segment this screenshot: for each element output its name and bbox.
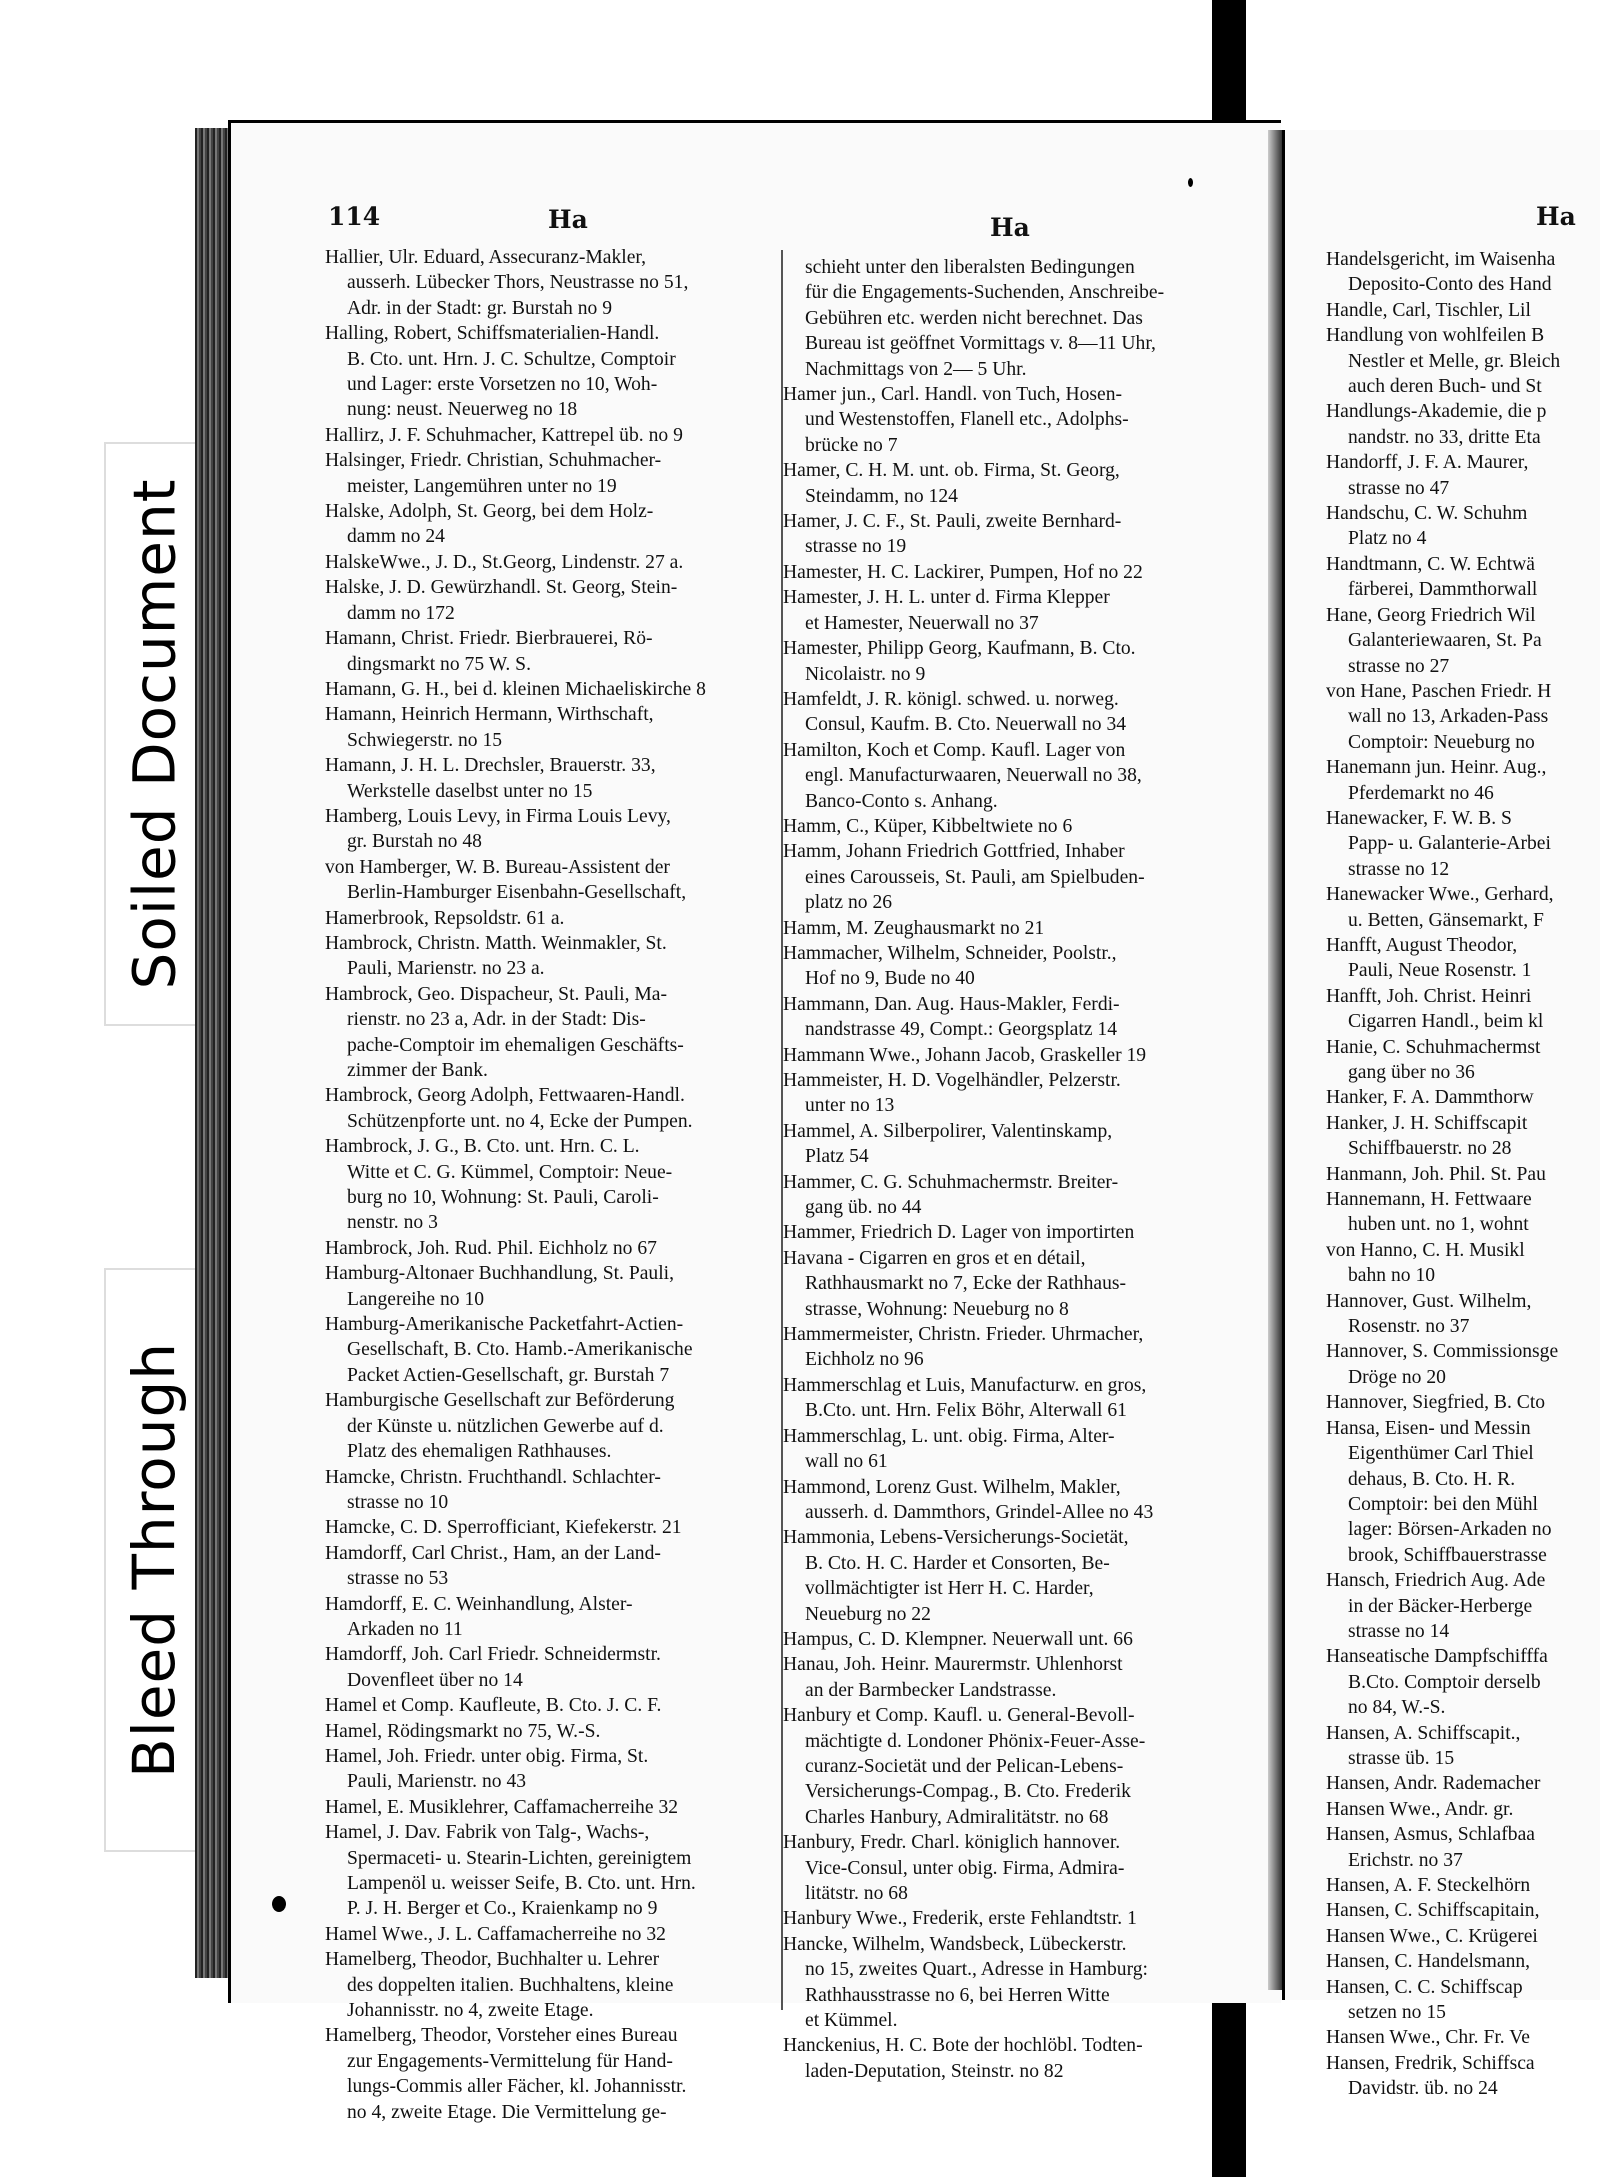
- directory-line: Hamer jun., Carl. Handl. von Tuch, Hosen-: [783, 384, 1123, 406]
- directory-line: zimmer der Bank.: [347, 1060, 488, 1081]
- directory-line: huben unt. no 1, wohnt: [1348, 1214, 1529, 1236]
- binding-strip-top: [1212, 0, 1246, 130]
- directory-line: B.Cto. Comptoir derselb: [1348, 1671, 1541, 1693]
- directory-line: Hamel Wwe., J. L. Caffamacherreihe no 32: [325, 1923, 666, 1945]
- directory-line: Halske, J. D. Gewürzhandl. St. Georg, Stein-: [325, 577, 678, 599]
- directory-line: gang über no 36: [1348, 1062, 1475, 1083]
- directory-line: Hansen Wwe., Andr. gr.: [1326, 1798, 1514, 1820]
- directory-line: Hambrock, Georg Adolph, Fettwaaren-Handl.: [325, 1085, 685, 1107]
- directory-line: Hamberg, Louis Levy, in Firma Louis Levy,: [325, 805, 671, 827]
- directory-line: Hansen, C. Handelsmann,: [1326, 1951, 1531, 1973]
- directory-line: platz no 26: [805, 892, 893, 914]
- directory-line: Hansa, Eisen- und Messin: [1326, 1417, 1531, 1439]
- directory-line: Hanbury Wwe., Frederik, erste Fehlandtstr. 1: [783, 1908, 1137, 1930]
- directory-line: an der Barmbecker Landstrasse.: [805, 1679, 1057, 1701]
- directory-line: Hansen Wwe., C. Krügerei: [1326, 1925, 1538, 1947]
- directory-line: vollmächtigter ist Herr H. C. Harder,: [805, 1578, 1094, 1600]
- directory-line: Eichholz no 96: [805, 1349, 924, 1371]
- directory-line: Spermaceti- u. Stearin-Lichten, gereinigtem: [347, 1847, 692, 1869]
- directory-line: Hamester, Philipp Georg, Kaufmann, B. Cto.: [783, 638, 1136, 660]
- directory-line: zur Engagements-Vermittelung für Hand-: [347, 2050, 673, 2072]
- directory-line: nandstr. no 33, dritte Eta: [1348, 426, 1541, 448]
- directory-line: nung: neust. Neuerweg no 18: [347, 399, 578, 421]
- directory-line: setzen no 15: [1348, 2002, 1446, 2024]
- directory-line: burg no 10, Wohnung: St. Pauli, Caroli-: [347, 1187, 659, 1209]
- directory-line: Hallirz, J. F. Schuhmacher, Kattrepel üb. no 9: [325, 424, 683, 446]
- directory-line: Hambrock, Joh. Rud. Phil. Eichholz no 67: [325, 1237, 657, 1259]
- page-number: 114: [328, 202, 381, 231]
- directory-line: et Hamester, Neuerwall no 37: [805, 612, 1039, 634]
- directory-line: Hamer, C. H. M. unt. ob. Firma, St. Georg,: [783, 460, 1120, 482]
- directory-line: Hammeister, H. D. Vogelhändler, Pelzerstr.: [783, 1070, 1121, 1091]
- directory-line: Platz des ehemaligen Rathhauses.: [347, 1441, 612, 1463]
- directory-line: strasse no 47: [1348, 477, 1450, 499]
- directory-line: Pauli, Neue Rosenstr. 1: [1348, 960, 1532, 982]
- directory-line: Hanemann jun. Heinr. Aug.,: [1326, 757, 1547, 779]
- directory-line: curanz-Societät und der Pelican-Lebens-: [805, 1755, 1124, 1777]
- directory-line: Comptoir: Neueburg no: [1348, 731, 1535, 753]
- directory-line: B. Cto. H. C. Harder et Consorten, Be-: [805, 1552, 1110, 1574]
- directory-line: strasse no 12: [1348, 858, 1450, 880]
- directory-line: Eigenthümer Carl Thiel: [1348, 1443, 1534, 1465]
- directory-line: ausserh. d. Dammthors, Grindel-Allee no 43: [805, 1501, 1154, 1523]
- directory-line: B. Cto. unt. Hrn. J. C. Schultze, Comptoir: [347, 348, 676, 370]
- directory-column-left: [325, 245, 785, 2125]
- bleed-through-label: [104, 1268, 204, 1852]
- directory-line: Hof no 9, Bude no 40: [805, 968, 975, 990]
- directory-line: bahn no 10: [1348, 1265, 1436, 1287]
- directory-line: Hallier, Ulr. Eduard, Assecuranz-Makler,: [325, 247, 647, 268]
- directory-line: dehaus, B. Cto. H. R.: [1348, 1468, 1516, 1490]
- directory-line: Hammerschlag et Luis, Manufacturw. en gros,: [783, 1374, 1147, 1396]
- directory-line: strasse no 27: [1348, 655, 1450, 677]
- directory-line: Hanker, F. A. Dammthorw: [1326, 1087, 1534, 1109]
- directory-line: Hammer, Friedrich D. Lager von importirten: [783, 1222, 1135, 1244]
- soiled-document-label: [104, 442, 204, 1026]
- directory-line: Hansen, Fredrik, Schiffsca: [1326, 2052, 1535, 2074]
- directory-line: gang üb. no 44: [805, 1197, 922, 1219]
- directory-line: Cigarren Handl., beim kl: [1348, 1011, 1544, 1033]
- directory-line: Hansen, C. Schiffscapitain,: [1326, 1900, 1540, 1922]
- directory-line: für die Engagements-Suchenden, Anschreibe-: [805, 282, 1165, 304]
- directory-line: Hamdorff, Carl Christ., Ham, an der Land-: [325, 1542, 661, 1564]
- directory-line: Hamelberg, Theodor, Vorsteher eines Bureau: [325, 2025, 678, 2047]
- directory-line: Versicherungs-Compag., B. Cto. Frederik: [805, 1781, 1131, 1803]
- directory-line: Hamburg-Amerikanische Packetfahrt-Actien-: [325, 1314, 684, 1336]
- soiled-document-text: Soiled Document: [120, 478, 189, 990]
- directory-line: Hambrock, J. G., B. Cto. unt. Hrn. C. L.: [325, 1136, 640, 1158]
- directory-line: rienstr. no 23 a, Adr. in der Stadt: Dis-: [347, 1009, 646, 1031]
- directory-line: pache-Comptoir im ehemaligen Geschäfts-: [347, 1034, 684, 1056]
- running-header-left: Ha: [548, 205, 588, 234]
- directory-line: Platz no 4: [1348, 528, 1427, 550]
- directory-line: P. J. H. Berger et Co., Kraienkamp no 9: [347, 1898, 658, 1920]
- directory-line: Berlin-Hamburger Eisenbahn-Gesellschaft,: [347, 882, 687, 904]
- directory-line: Hamcke, C. D. Sperrofficiant, Kiefekerstr. 21: [325, 1517, 682, 1539]
- directory-line: B.Cto. unt. Hrn. Felix Böhr, Alterwall 61: [805, 1400, 1127, 1422]
- directory-line: unter no 13: [805, 1095, 895, 1117]
- directory-line: Hamfeldt, J. R. königl. schwed. u. norweg.: [783, 688, 1119, 710]
- directory-line: Hamester, J. H. L. unter d. Firma Klepper: [783, 587, 1110, 609]
- running-header-right: Ha: [1536, 202, 1576, 231]
- ink-speck: [1188, 178, 1193, 187]
- directory-line: Johannisstr. no 4, zweite Etage.: [347, 2000, 594, 2022]
- directory-line: Hanewacker Wwe., Gerhard,: [1326, 884, 1554, 906]
- running-header-middle: Ha: [990, 213, 1030, 242]
- directory-line: Witte et C. G. Kümmel, Comptoir: Neue-: [347, 1161, 673, 1183]
- directory-line: Gesellschaft, B. Cto. Hamb.-Amerikanische: [347, 1339, 693, 1361]
- directory-line: Nicolaistr. no 9: [805, 663, 926, 685]
- directory-line: Hansen, A. F. Steckelhörn: [1326, 1875, 1531, 1896]
- directory-line: Halske, Adolph, St. Georg, bei dem Holz-: [325, 501, 654, 523]
- directory-line: no 84, W.-S.: [1348, 1697, 1446, 1719]
- directory-line: Handelsgericht, im Waisenha: [1326, 249, 1556, 270]
- directory-line: des doppelten italien. Buchhaltens, kleine: [347, 1974, 674, 1996]
- directory-line: Schwiegerstr. no 15: [347, 729, 503, 751]
- directory-line: Hansen, A. Schiffscapit.,: [1326, 1722, 1521, 1744]
- directory-line: Galanteriewaaren, St. Pa: [1348, 630, 1542, 652]
- directory-line: Dovenfleet über no 14: [347, 1669, 523, 1691]
- directory-line: Rosenstr. no 37: [1348, 1316, 1470, 1338]
- directory-line: schieht unter den liberalsten Bedingungen: [805, 257, 1135, 278]
- directory-line: Hammel, A. Silberpolirer, Valentinskamp,: [783, 1120, 1113, 1142]
- directory-line: Pauli, Marienstr. no 43: [347, 1771, 527, 1793]
- directory-line: nandstrasse 49, Compt.: Georgsplatz 14: [805, 1019, 1118, 1041]
- directory-line: und Westenstoffen, Flanell etc., Adolphs-: [805, 409, 1129, 431]
- directory-line: brook, Schiffbauerstrasse: [1348, 1544, 1547, 1566]
- directory-line: Rathhausstrasse no 6, bei Herren Witte: [805, 1984, 1110, 2006]
- directory-line: u. Betten, Gänsemarkt, F: [1348, 909, 1544, 931]
- directory-line: Hamann, Christ. Friedr. Bierbrauerei, Rö-: [325, 628, 653, 650]
- directory-line: Hamm, C., Küper, Kibbeltwiete no 6: [783, 815, 1073, 837]
- directory-line: Hamburgische Gesellschaft zur Beförderung: [325, 1390, 675, 1412]
- directory-line: von Hane, Paschen Friedr. H: [1326, 680, 1552, 702]
- directory-line: engl. Manufacturwaaren, Neuerwall no 38,: [805, 765, 1142, 787]
- directory-line: nenstr. no 3: [347, 1212, 438, 1234]
- directory-line: Hammer, C. G. Schuhmachermstr. Breiter-: [783, 1171, 1119, 1193]
- directory-line: Platz 54: [805, 1146, 869, 1168]
- directory-line: Hanckenius, H. C. Bote der hochlöbl. Todten-: [783, 2035, 1143, 2057]
- bleed-through-text: Bleed Through: [120, 1341, 189, 1779]
- directory-line: lager: Börsen-Arkaden no: [1348, 1519, 1552, 1541]
- directory-line: Steindamm, no 124: [805, 485, 958, 507]
- directory-line: auch deren Buch- und St: [1348, 376, 1542, 398]
- ink-spot: [272, 1896, 286, 1912]
- directory-line: mächtigte d. Londoner Phönix-Feuer-Asse-: [805, 1730, 1146, 1752]
- directory-line: Hamelberg, Theodor, Buchhalter u. Lehrer: [325, 1949, 660, 1971]
- directory-line: Hamilton, Koch et Comp. Kaufl. Lager von: [783, 739, 1126, 761]
- directory-line: Schiffbauerstr. no 28: [1348, 1138, 1512, 1160]
- directory-line: Schützenpforte unt. no 4, Ecke der Pumpen.: [347, 1110, 693, 1132]
- directory-column-right: [1326, 247, 1600, 2102]
- directory-line: Handlungs-Akademie, die p: [1326, 401, 1547, 423]
- directory-line: färberei, Dammthorwall: [1348, 579, 1538, 601]
- directory-line: und Lager: erste Vorsetzen no 10, Woh-: [347, 374, 658, 396]
- directory-line: wall no 13, Arkaden-Pass: [1348, 706, 1549, 728]
- directory-line: Hammerschlag, L. unt. obig. Firma, Alter-: [783, 1425, 1115, 1447]
- directory-line: Hansch, Friedrich Aug. Ade: [1326, 1570, 1546, 1592]
- directory-line: Charles Hanbury, Admiralitätstr. no 68: [805, 1806, 1109, 1828]
- directory-line: Halling, Robert, Schiffsmaterialien-Handl.: [325, 323, 660, 345]
- directory-line: Consul, Kaufm. B. Cto. Neuerwall no 34: [805, 714, 1127, 736]
- directory-line: Hamerbrook, Repsoldstr. 61 a.: [325, 907, 565, 929]
- directory-line: strasse no 19: [805, 536, 907, 558]
- directory-line: strasse no 10: [347, 1491, 449, 1513]
- directory-line: Banco-Conto s. Anhang.: [805, 790, 998, 812]
- directory-line: Hammann, Dan. Aug. Haus-Makler, Ferdi-: [783, 993, 1120, 1015]
- directory-line: Hamel, Rödingsmarkt no 75, W.-S.: [325, 1720, 601, 1742]
- directory-line: der Künste u. nützlichen Gewerbe auf d.: [347, 1415, 664, 1437]
- directory-line: Handle, Carl, Tischler, Lil: [1326, 299, 1531, 321]
- directory-line: Adr. in der Stadt: gr. Burstah no 9: [347, 297, 613, 319]
- directory-line: Dröge no 20: [1348, 1366, 1446, 1388]
- directory-line: Hanbury, Fredr. Charl. königlich hannover.: [783, 1832, 1121, 1854]
- directory-line: Hambrock, Christn. Matth. Weinmakler, St.: [325, 932, 667, 954]
- directory-line: Hammermeister, Christn. Frieder. Uhrmacher,: [783, 1324, 1144, 1346]
- directory-line: eines Carousseis, St. Pauli, am Spielbuden-: [805, 866, 1145, 888]
- page-gutter: [1268, 130, 1282, 1990]
- directory-line: strasse, Wohnung: Neueburg no 8: [805, 1298, 1069, 1320]
- directory-line: Hamann, J. H. L. Drechsler, Brauerstr. 33,: [325, 755, 656, 777]
- directory-line: Hamer, J. C. F., St. Pauli, zweite Bernhard-: [783, 511, 1122, 533]
- directory-line: Hamdorff, E. C. Weinhandlung, Alster-: [325, 1593, 633, 1615]
- directory-line: Hanfft, August Theodor,: [1326, 934, 1518, 956]
- directory-line: Hansen Wwe., Chr. Fr. Ve: [1326, 2027, 1530, 2049]
- directory-line: Hamester, H. C. Lackirer, Pumpen, Hof no 22: [783, 561, 1143, 583]
- directory-line: Hambrock, Geo. Dispacheur, St. Pauli, Ma-: [325, 983, 668, 1005]
- directory-line: Havana - Cigarren en gros et en détail,: [783, 1247, 1086, 1269]
- directory-line: Hamm, M. Zeughausmarkt no 21: [783, 917, 1045, 939]
- directory-line: HalskeWwe., J. D., St.Georg, Lindenstr. 27 a.: [325, 551, 684, 573]
- directory-line: strasse no 14: [1348, 1620, 1450, 1642]
- directory-line: Nachmittags von 2— 5 Uhr.: [805, 358, 1027, 380]
- directory-line: Pferdemarkt no 46: [1348, 782, 1494, 804]
- directory-line: Davidstr. üb. no 24: [1348, 2078, 1498, 2100]
- directory-line: Hammann Wwe., Johann Jacob, Graskeller 19: [783, 1044, 1147, 1066]
- directory-line: Hamann, Heinrich Hermann, Wirthschaft,: [325, 704, 654, 726]
- directory-line: Hansen, Asmus, Schlafbaa: [1326, 1824, 1535, 1846]
- directory-line: Handschu, C. W. Schuhm: [1326, 503, 1528, 525]
- directory-line: Hamdorff, Joh. Carl Friedr. Schneidermstr.: [325, 1644, 661, 1666]
- directory-line: strasse üb. 15: [1348, 1747, 1455, 1769]
- directory-line: Hamel, E. Musiklehrer, Caffamacherreihe 32: [325, 1796, 679, 1818]
- directory-line: Hammacher, Wilhelm, Schneider, Poolstr.,: [783, 942, 1117, 964]
- directory-line: et Kümmel.: [805, 2010, 898, 2032]
- directory-line: Hamann, G. H., bei d. kleinen Michaeliskirche 8: [325, 678, 706, 700]
- directory-line: Handlung von wohlfeilen B: [1326, 325, 1545, 347]
- directory-line: Handtmann, C. W. Echtwä: [1326, 553, 1535, 575]
- directory-line: Pauli, Marienstr. no 23 a.: [347, 958, 545, 980]
- directory-line: Hane, Georg Friedrich Wil: [1326, 604, 1536, 626]
- directory-line: Hannover, Siegfried, B. Cto: [1326, 1392, 1546, 1414]
- directory-line: Packet Actien-Gesellschaft, gr. Burstah 7: [347, 1364, 670, 1386]
- directory-line: Hamburg-Altonaer Buchhandlung, St. Pauli,: [325, 1263, 675, 1285]
- directory-line: Hancke, Wilhelm, Wandsbeck, Lübeckerstr.: [783, 1933, 1127, 1955]
- directory-line: Halsinger, Friedr. Christian, Schuhmacher-: [325, 450, 662, 472]
- directory-line: von Hamberger, W. B. Bureau-Assistent der: [325, 856, 670, 878]
- directory-line: Comptoir: bei den Mühl: [1348, 1493, 1538, 1515]
- directory-line: Hampus, C. D. Klempner. Neuerwall unt. 66: [783, 1628, 1133, 1650]
- directory-line: no 4, zweite Etage. Die Vermittelung ge-: [347, 2101, 667, 2123]
- directory-line: Hanmann, Joh. Phil. St. Pau: [1326, 1163, 1546, 1185]
- directory-line: Rathhausmarkt no 7, Ecke der Rathhaus-: [805, 1273, 1127, 1295]
- directory-line: ausserh. Lübecker Thors, Neustrasse no 51,: [347, 272, 689, 294]
- directory-line: Hamel et Comp. Kaufleute, B. Cto. J. C. F.: [325, 1695, 662, 1717]
- directory-line: Hanker, J. H. Schiffscapit: [1326, 1112, 1528, 1134]
- directory-line: Hamel, Joh. Friedr. unter obig. Firma, St.: [325, 1745, 649, 1767]
- directory-line: Lampenöl u. weisser Seife, B. Cto. unt. Hrn.: [347, 1873, 696, 1894]
- directory-line: Werkstelle daselbst unter no 15: [347, 780, 593, 802]
- directory-line: gr. Burstah no 48: [347, 831, 482, 853]
- directory-line: Hanseatische Dampfschifffa: [1326, 1646, 1548, 1668]
- directory-line: Hanewacker, F. W. B. S: [1326, 807, 1512, 829]
- directory-line: Bureau ist geöffnet Vormittags v. 8—11 Uhr,: [805, 333, 1156, 355]
- directory-line: strasse no 53: [347, 1568, 449, 1590]
- directory-line: meister, Langemühren unter no 19: [347, 475, 617, 497]
- directory-line: damm no 24: [347, 526, 445, 548]
- directory-line: in der Bäcker-Herberge: [1348, 1595, 1533, 1617]
- directory-line: Hansen, C. C. Schiffscap: [1326, 1976, 1523, 1998]
- directory-line: Hannover, Gust. Wilhelm,: [1326, 1290, 1532, 1312]
- directory-line: Hannover, S. Commissionsge: [1326, 1341, 1559, 1363]
- directory-line: Nestler et Melle, gr. Bleich: [1348, 350, 1561, 372]
- directory-line: von Hanno, C. H. Musikl: [1326, 1239, 1525, 1261]
- directory-line: litätstr. no 68: [805, 1883, 908, 1904]
- directory-line: Vice-Consul, unter obig. Firma, Admira-: [805, 1857, 1125, 1879]
- directory-line: no 15, zweites Quart., Adresse in Hamburg:: [805, 1959, 1149, 1981]
- directory-line: Gebühren etc. werden nicht berechnet. Das: [805, 307, 1143, 329]
- directory-line: Deposito-Conto des Hand: [1348, 274, 1552, 296]
- directory-line: Handorff, J. F. A. Maurer,: [1326, 452, 1529, 474]
- directory-line: Hammond, Lorenz Gust. Wilhelm, Makler,: [783, 1476, 1121, 1498]
- directory-line: Hanbury et Comp. Kaufl. u. General-Bevoll-: [783, 1705, 1135, 1727]
- directory-line: brücke no 7: [805, 434, 898, 456]
- directory-line: Langereihe no 10: [347, 1288, 485, 1310]
- directory-line: Hansen, Andr. Rademacher: [1326, 1773, 1541, 1795]
- directory-line: lungs-Commis aller Fächer, kl. Johannisstr.: [347, 2076, 687, 2098]
- directory-line: Hamm, Johann Friedrich Gottfried, Inhaber: [783, 841, 1125, 863]
- directory-line: Papp- u. Galanterie-Arbei: [1348, 833, 1551, 855]
- directory-line: Hanau, Joh. Heinr. Maurermstr. Uhlenhorst: [783, 1654, 1123, 1676]
- directory-line: Hamel, J. Dav. Fabrik von Talg-, Wachs-,: [325, 1822, 650, 1844]
- directory-line: Neueburg no 22: [805, 1603, 931, 1625]
- directory-line: dingsmarkt no 75 W. S.: [347, 653, 531, 675]
- directory-line: Hammonia, Lebens-Versicherungs-Societät,: [783, 1527, 1129, 1549]
- directory-line: Arkaden no 11: [347, 1618, 463, 1640]
- directory-line: Hanie, C. Schuhmachermst: [1326, 1036, 1541, 1058]
- directory-line: Hamcke, Christn. Fruchthandl. Schlachter-: [325, 1466, 661, 1488]
- directory-line: Erichstr. no 37: [1348, 1849, 1463, 1871]
- directory-line: laden-Deputation, Steinstr. no 82: [805, 2060, 1064, 2082]
- directory-line: Hannemann, H. Fettwaare: [1326, 1189, 1532, 1211]
- directory-column-middle: [783, 255, 1233, 2084]
- directory-line: Hanfft, Joh. Christ. Heinri: [1326, 985, 1532, 1007]
- directory-line: wall no 61: [805, 1451, 888, 1473]
- directory-line: damm no 172: [347, 602, 455, 624]
